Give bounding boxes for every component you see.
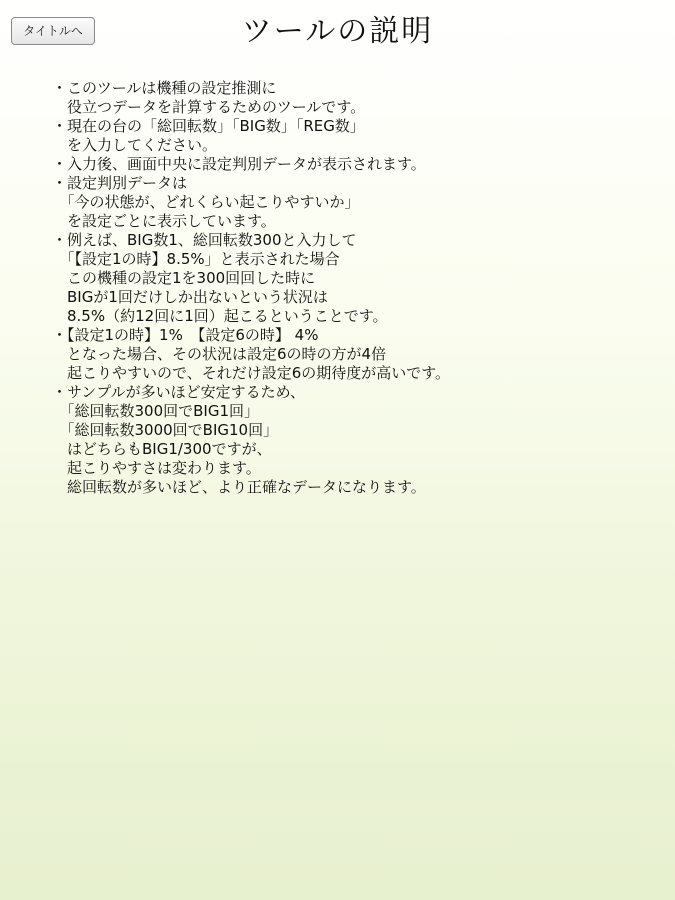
description-line: ・入力後、画面中央に設定判別データが表示されます。	[52, 155, 426, 173]
description-line: ・【設定1の時】1% 【設定6の時】 4%	[52, 326, 319, 344]
description-line: ・設定判別データは	[52, 174, 188, 192]
description-line: 総回転数が多いほど、より正確なデータになります。	[52, 478, 426, 496]
description-line: BIGが1回だけしか出ないという状況は	[52, 288, 328, 306]
description-line: 「総回転数300回でBIG1回」	[52, 402, 260, 420]
description-line: 「【設定1の時】8.5%」と表示された場合	[52, 250, 340, 268]
description-line: を設定ごとに表示しています。	[52, 212, 276, 230]
description-line: ・例えば、BIG数1、総回転数300と入力して	[52, 231, 357, 249]
description-line: 8.5%（約12回に1回）起こるということです。	[52, 307, 388, 325]
description-line: はどちらもBIG1/300ですが、	[52, 440, 272, 458]
description-line: 「総回転数3000回でBIG10回」	[52, 421, 279, 439]
description-line: ・サンプルが多いほど安定するため、	[52, 383, 306, 401]
description-line: ・現在の台の「総回転数」「BIG数」「REG数」	[52, 117, 365, 135]
description-line: を入力してください。	[52, 136, 218, 154]
description-line: 起こりやすいので、それだけ設定6の期待度が高いです。	[52, 364, 451, 382]
description-line: となった場合、その状況は設定6の時の方が4倍	[52, 345, 387, 363]
description-line: ・このツールは機種の設定推測に	[52, 79, 277, 97]
description-line: この機種の設定1を300回回した時に	[52, 269, 316, 287]
description-line: 「今の状態が、どれくらい起こりやすいか」	[52, 193, 360, 211]
description-line: 起こりやすさは変わります。	[52, 459, 261, 477]
page-title: ツールの説明	[241, 14, 434, 49]
back-to-title-button[interactable]: タイトルへ	[11, 17, 95, 45]
description-line: 役立つデータを計算するためのツールです。	[52, 98, 366, 116]
description-text	[52, 79, 667, 497]
